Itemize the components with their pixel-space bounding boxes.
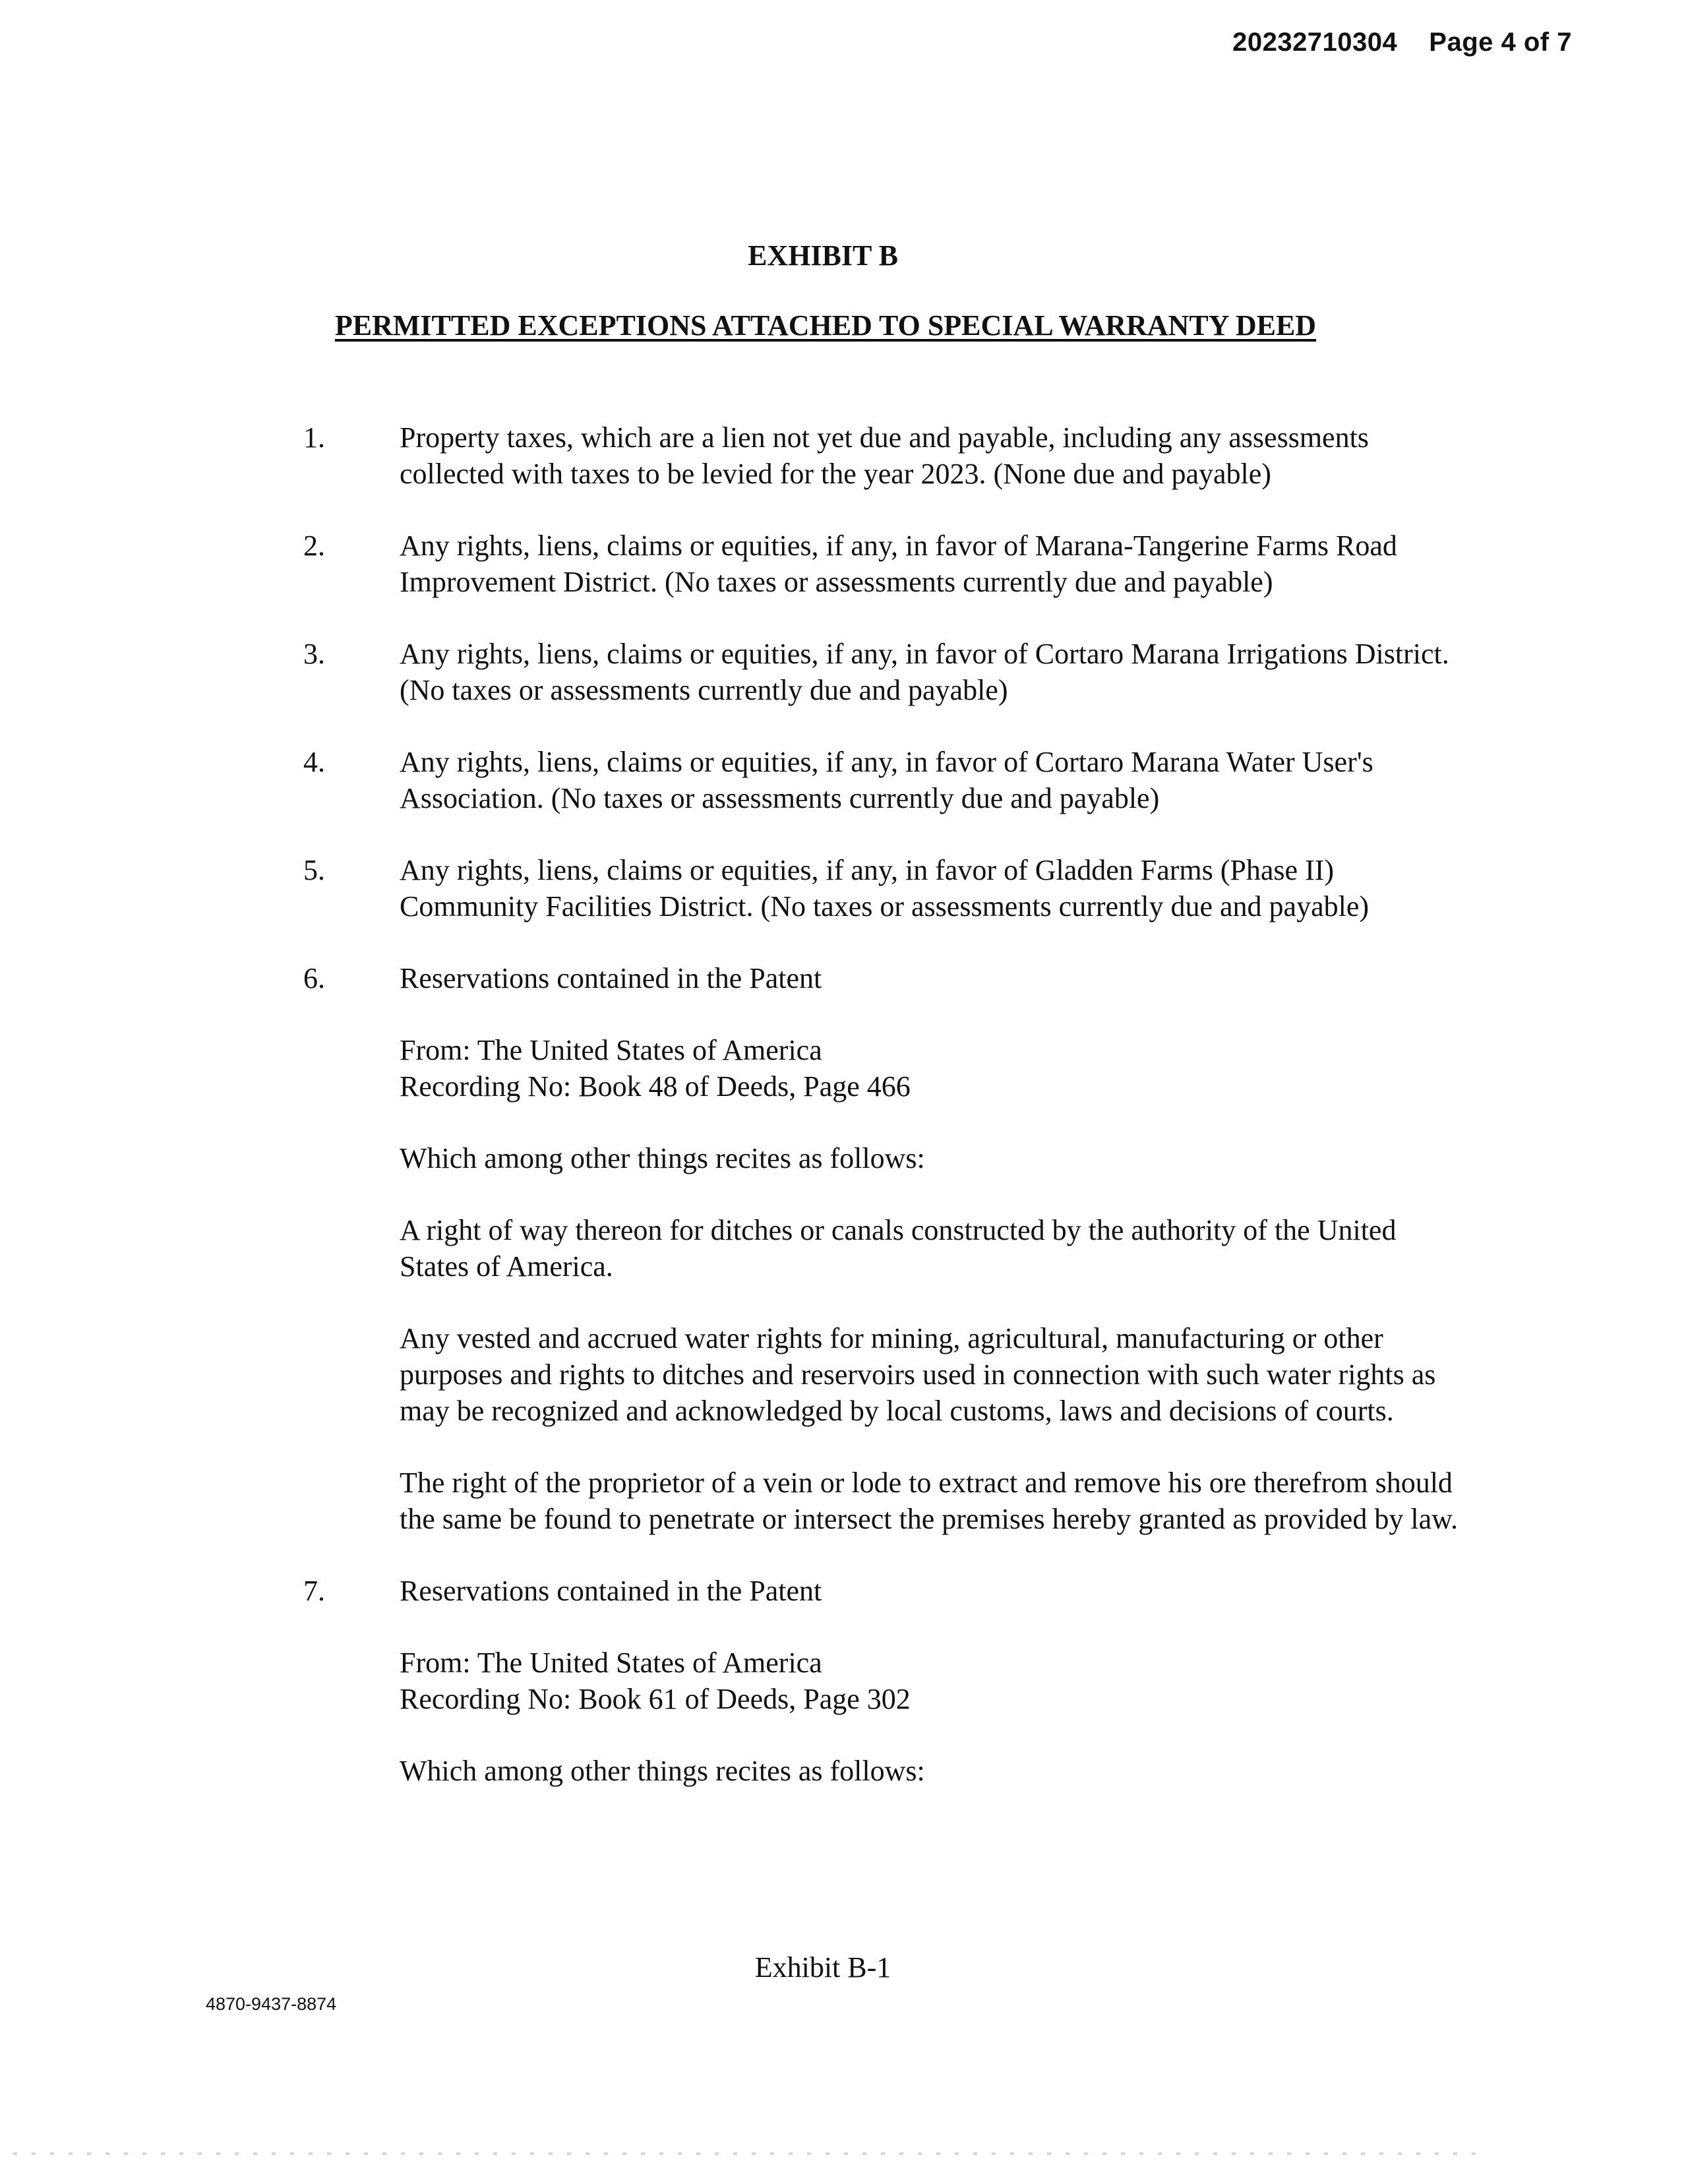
exceptions-list <box>303 419 1464 1825</box>
item-text: Any rights, liens, claims or equities, if any, in favor of Cortaro Marana Irrigations District. (No taxes or assessments currently due and payable) <box>400 638 1449 706</box>
patent-recording: Recording No: Book 48 of Deeds, Page 466 <box>400 1070 911 1103</box>
footer-page-label: Exhibit B-1 <box>754 1951 891 1984</box>
patent-recording: Recording No: Book 61 of Deeds, Page 302 <box>400 1683 911 1715</box>
item-text: Any rights, liens, claims or equities, if any, in favor of Marana-Tangerine Farms Road Improvement District. (No taxes or assessments currently due and payable) <box>400 530 1397 598</box>
item-text: Reservations contained in the Patent <box>400 1575 822 1607</box>
patent-from: From: The United States of America <box>400 1034 822 1066</box>
item-number: 4. <box>303 746 325 778</box>
list-item <box>303 852 1464 925</box>
item-number: 2. <box>303 530 325 562</box>
list-item <box>303 1573 1464 1789</box>
recital-paragraph: The right of the proprietor of a vein or lode to extract and remove his ore therefrom should the same be found to penetrate or intersect the premises hereby granted as provided by law. <box>400 1467 1459 1535</box>
item-number: 7. <box>303 1575 325 1607</box>
item-text: Reservations contained in the Patent <box>400 962 822 994</box>
item-number: 3. <box>303 638 325 670</box>
recites-intro: Which among other things recites as follows: <box>400 1142 925 1174</box>
page-header <box>1232 28 1572 57</box>
list-item <box>303 960 1464 1537</box>
recording-number: 20232710304 <box>1232 28 1398 57</box>
scan-artifact-line <box>13 2152 1490 2155</box>
list-item <box>303 636 1464 708</box>
exhibit-heading: PERMITTED EXCEPTIONS ATTACHED TO SPECIAL WARRANTY DEED <box>334 309 1317 342</box>
recital-paragraph: A right of way thereon for ditches or canals constructed by the authority of the United States of America. <box>400 1214 1397 1283</box>
exhibit-title: EXHIBIT B <box>748 239 898 272</box>
footer-doc-id: 4870-9437-8874 <box>206 1994 337 2014</box>
page-indicator: Page 4 of 7 <box>1429 28 1572 57</box>
recites-intro: Which among other things recites as follows: <box>400 1755 925 1787</box>
list-item <box>303 744 1464 816</box>
item-number: 5. <box>303 854 325 886</box>
item-text: Property taxes, which are a lien not yet due and payable, including any assessments collected with taxes to be levied for the year 2023. (None due and payable) <box>400 421 1369 490</box>
patent-source <box>400 1645 1464 1717</box>
list-item <box>303 528 1464 600</box>
patent-source <box>400 1032 1464 1105</box>
item-number: 6. <box>303 962 325 994</box>
recital-paragraph: Any vested and accrued water rights for mining, agricultural, manufacturing or other purposes and rights to ditches and reservoirs used in connection with such water rights as may be recognized and acknowledged by local customs, laws and decisions of courts. <box>400 1322 1436 1427</box>
item-text: Any rights, liens, claims or equities, if any, in favor of Cortaro Marana Water User's Association. (No taxes or assessments currently due and payable) <box>400 746 1373 814</box>
item-number: 1. <box>303 421 325 454</box>
patent-from: From: The United States of America <box>400 1647 822 1679</box>
item-text: Any rights, liens, claims or equities, if any, in favor of Gladden Farms (Phase II) Community Facilities District. (No taxes or assessments currently due and payable) <box>400 854 1370 923</box>
list-item <box>303 419 1464 492</box>
